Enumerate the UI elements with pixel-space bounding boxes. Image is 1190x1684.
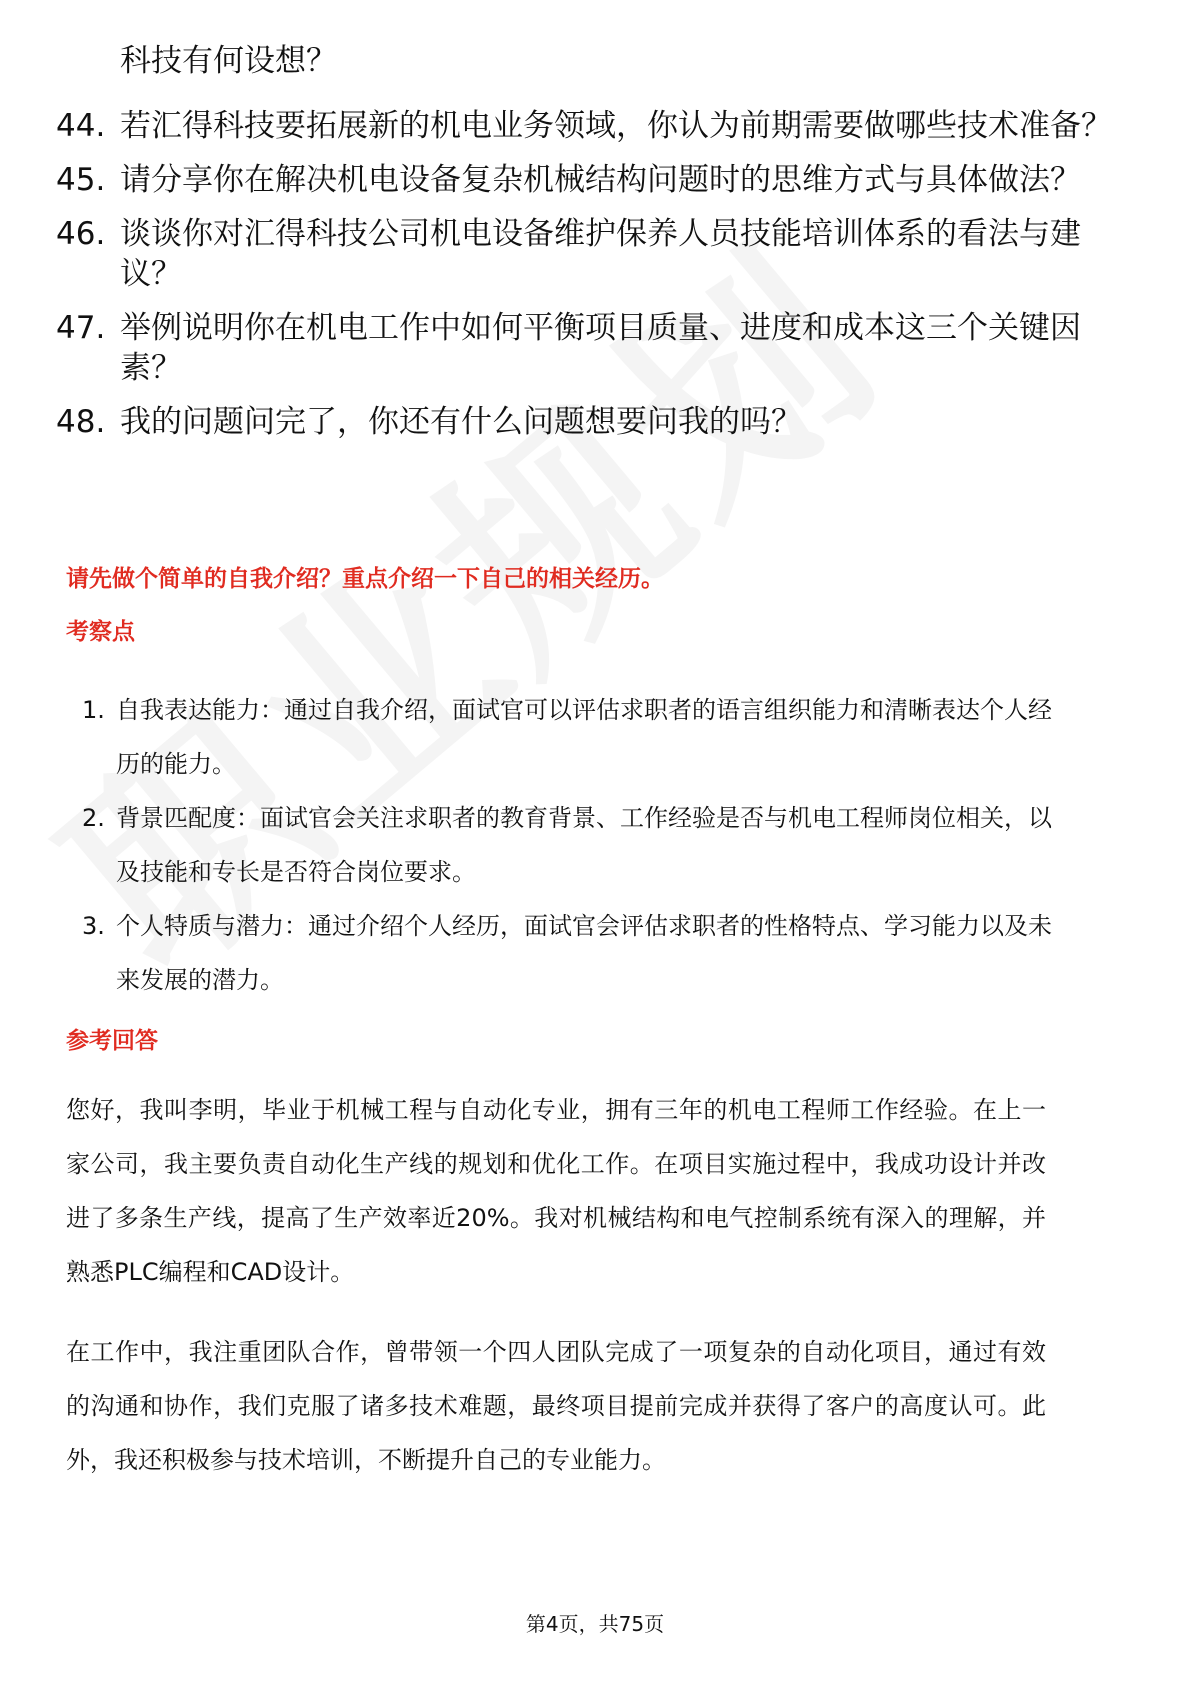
answer-paragraph: 您好，我叫李明，毕业于机械工程与自动化专业，拥有三年的机电工程师工作经验。在上一家公司，我主要负责自动化生产线的规划和优化工作。在项目实施过程中，我成功设计并改进了多条生产线，提高了生产效率近20%。我对机械结构和电气控制系统有深入的理解，并熟悉PLC编程和CAD设计。 xyxy=(66,1096,1046,1286)
question-number: 44. xyxy=(56,108,106,144)
answer-heading: 参考回答 xyxy=(66,1028,158,1054)
question-text: 我的问题问完了，你还有什么问题想要问我的吗？ xyxy=(120,404,802,440)
check-point-item xyxy=(82,899,1062,1007)
question-item xyxy=(56,106,1116,146)
check-point-text: 背景匹配度：面试官会关注求职者的教育背景、工作经验是否与机电工程师岗位相关，以及技能和专长是否符合岗位要求。 xyxy=(116,804,1052,886)
question-item xyxy=(56,402,1116,442)
question-item xyxy=(56,308,1116,388)
check-point-text: 个人特质与潜力：通过介绍个人经历，面试官会评估求职者的性格特点、学习能力以及未来发展的潜力。 xyxy=(116,912,1052,994)
check-point-text: 自我表达能力：通过自我介绍，面试官可以评估求职者的语言组织能力和清晰表达个人经历的能力。 xyxy=(116,696,1052,778)
question-text: 若汇得科技要拓展新的机电业务领域，你认为前期需要做哪些技术准备？ xyxy=(120,108,1112,144)
page-footer: 第4页，共75页 xyxy=(525,1612,665,1636)
check-point-number: 1. xyxy=(82,696,105,724)
question-item xyxy=(56,160,1116,200)
main-question-title: 请先做个简单的自我介绍？重点介绍一下自己的相关经历。 xyxy=(66,566,664,592)
question-number: 47. xyxy=(56,310,106,346)
answer-paragraph: 在工作中，我注重团队合作，曾带领一个四人团队完成了一项复杂的自动化项目，通过有效的沟通和协作，我们克服了诸多技术难题，最终项目提前完成并获得了客户的高度认可。此外，我还积极参与技术培训，不断提升自己的专业能力。 xyxy=(66,1338,1046,1474)
question-item xyxy=(56,214,1116,294)
question-text: 举例说明你在机电工作中如何平衡项目质量、进度和成本这三个关键因素？ xyxy=(120,310,1081,386)
check-point-number: 2. xyxy=(82,804,105,832)
check-point-item xyxy=(82,791,1062,899)
question-text: 请分享你在解决机电设备复杂机械结构问题时的思维方式与具体做法？ xyxy=(120,162,1081,198)
question-number: 48. xyxy=(56,404,106,440)
question-continuation: 科技有何设想？ xyxy=(120,43,337,79)
check-point-item xyxy=(82,683,1062,791)
question-number: 46. xyxy=(56,216,106,252)
question-number: 45. xyxy=(56,162,106,198)
question-list xyxy=(56,40,1116,456)
question-text: 谈谈你对汇得科技公司机电设备维护保养人员技能培训体系的看法与建议？ xyxy=(120,216,1081,292)
check-points-list xyxy=(82,683,1062,1007)
check-points-heading: 考察点 xyxy=(66,619,135,645)
check-point-number: 3. xyxy=(82,912,105,940)
